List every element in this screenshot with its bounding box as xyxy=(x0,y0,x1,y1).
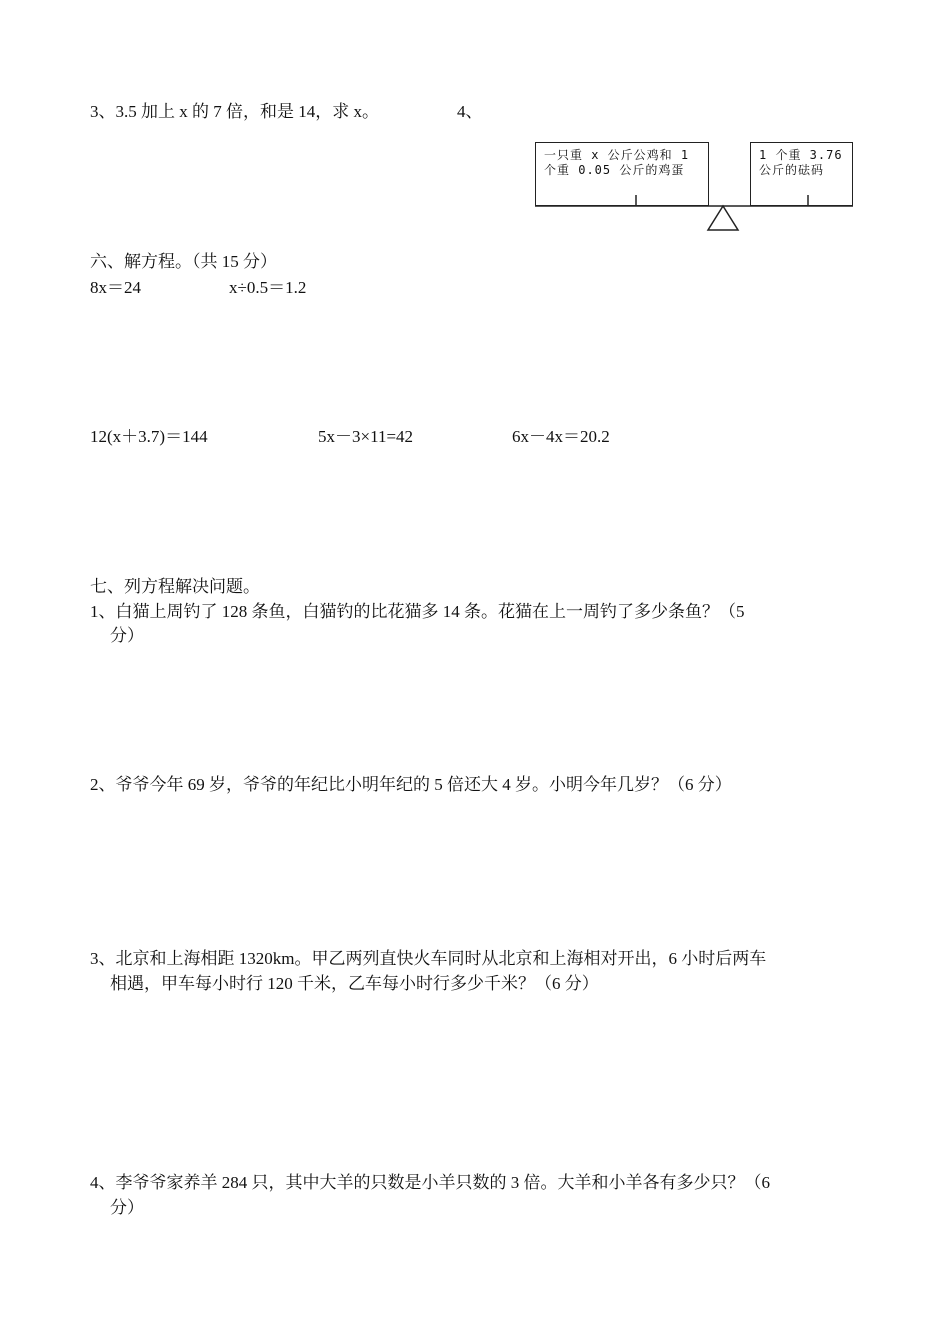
question-3: 3、3.5 加上 x 的 7 倍，和是 14，求 x。 xyxy=(90,102,379,121)
balance-right-box: 1 个重 3.76 公斤的砝码 xyxy=(750,142,853,206)
problem-4-line2: 分） xyxy=(110,1198,144,1217)
problem-1-line2: 分） xyxy=(110,626,144,645)
problem-3-line2: 相遇，甲车每小时行 120 千米，乙车每小时行多少千米？（6 分） xyxy=(110,974,599,993)
equation-3: 12(x＋3.7)＝144 xyxy=(90,427,208,446)
problem-2: 2、爷爷今年 69 岁，爷爷的年纪比小明年纪的 5 倍还大 4 岁。小明今年几岁？（6 分） xyxy=(90,775,732,794)
problem-3-line1: 3、北京和上海相距 1320km。甲乙两列直快火车同时从北京和上海相对开出，6 小时后两车 xyxy=(90,949,767,968)
problem-4-line1: 4、李爷爷家养羊 284 只，其中大羊的只数是小羊只数的 3 倍。大羊和小羊各有多少只？（6 xyxy=(90,1173,770,1192)
equation-1: 8x＝24 xyxy=(90,278,141,297)
section-7-title: 七、列方程解决问题。 xyxy=(90,577,260,596)
equation-2: x÷0.5＝1.2 xyxy=(229,278,307,297)
equation-4: 5x－3×11=42 xyxy=(318,427,414,446)
balance-left-box: 一只重 x 公斤公鸡和 1 个重 0.05 公斤的鸡蛋 xyxy=(535,142,709,206)
balance-beam-fulcrum xyxy=(530,185,860,235)
question-4-label: 4、 xyxy=(457,102,483,121)
problem-1-line1: 1、白猫上周钓了 128 条鱼，白猫钓的比花猫多 14 条。花猫在上一周钓了多少条鱼？（5 xyxy=(90,602,745,621)
section-6-title: 六、解方程。（共 15 分） xyxy=(90,252,277,271)
equation-5: 6x－4x＝20.2 xyxy=(512,427,610,446)
